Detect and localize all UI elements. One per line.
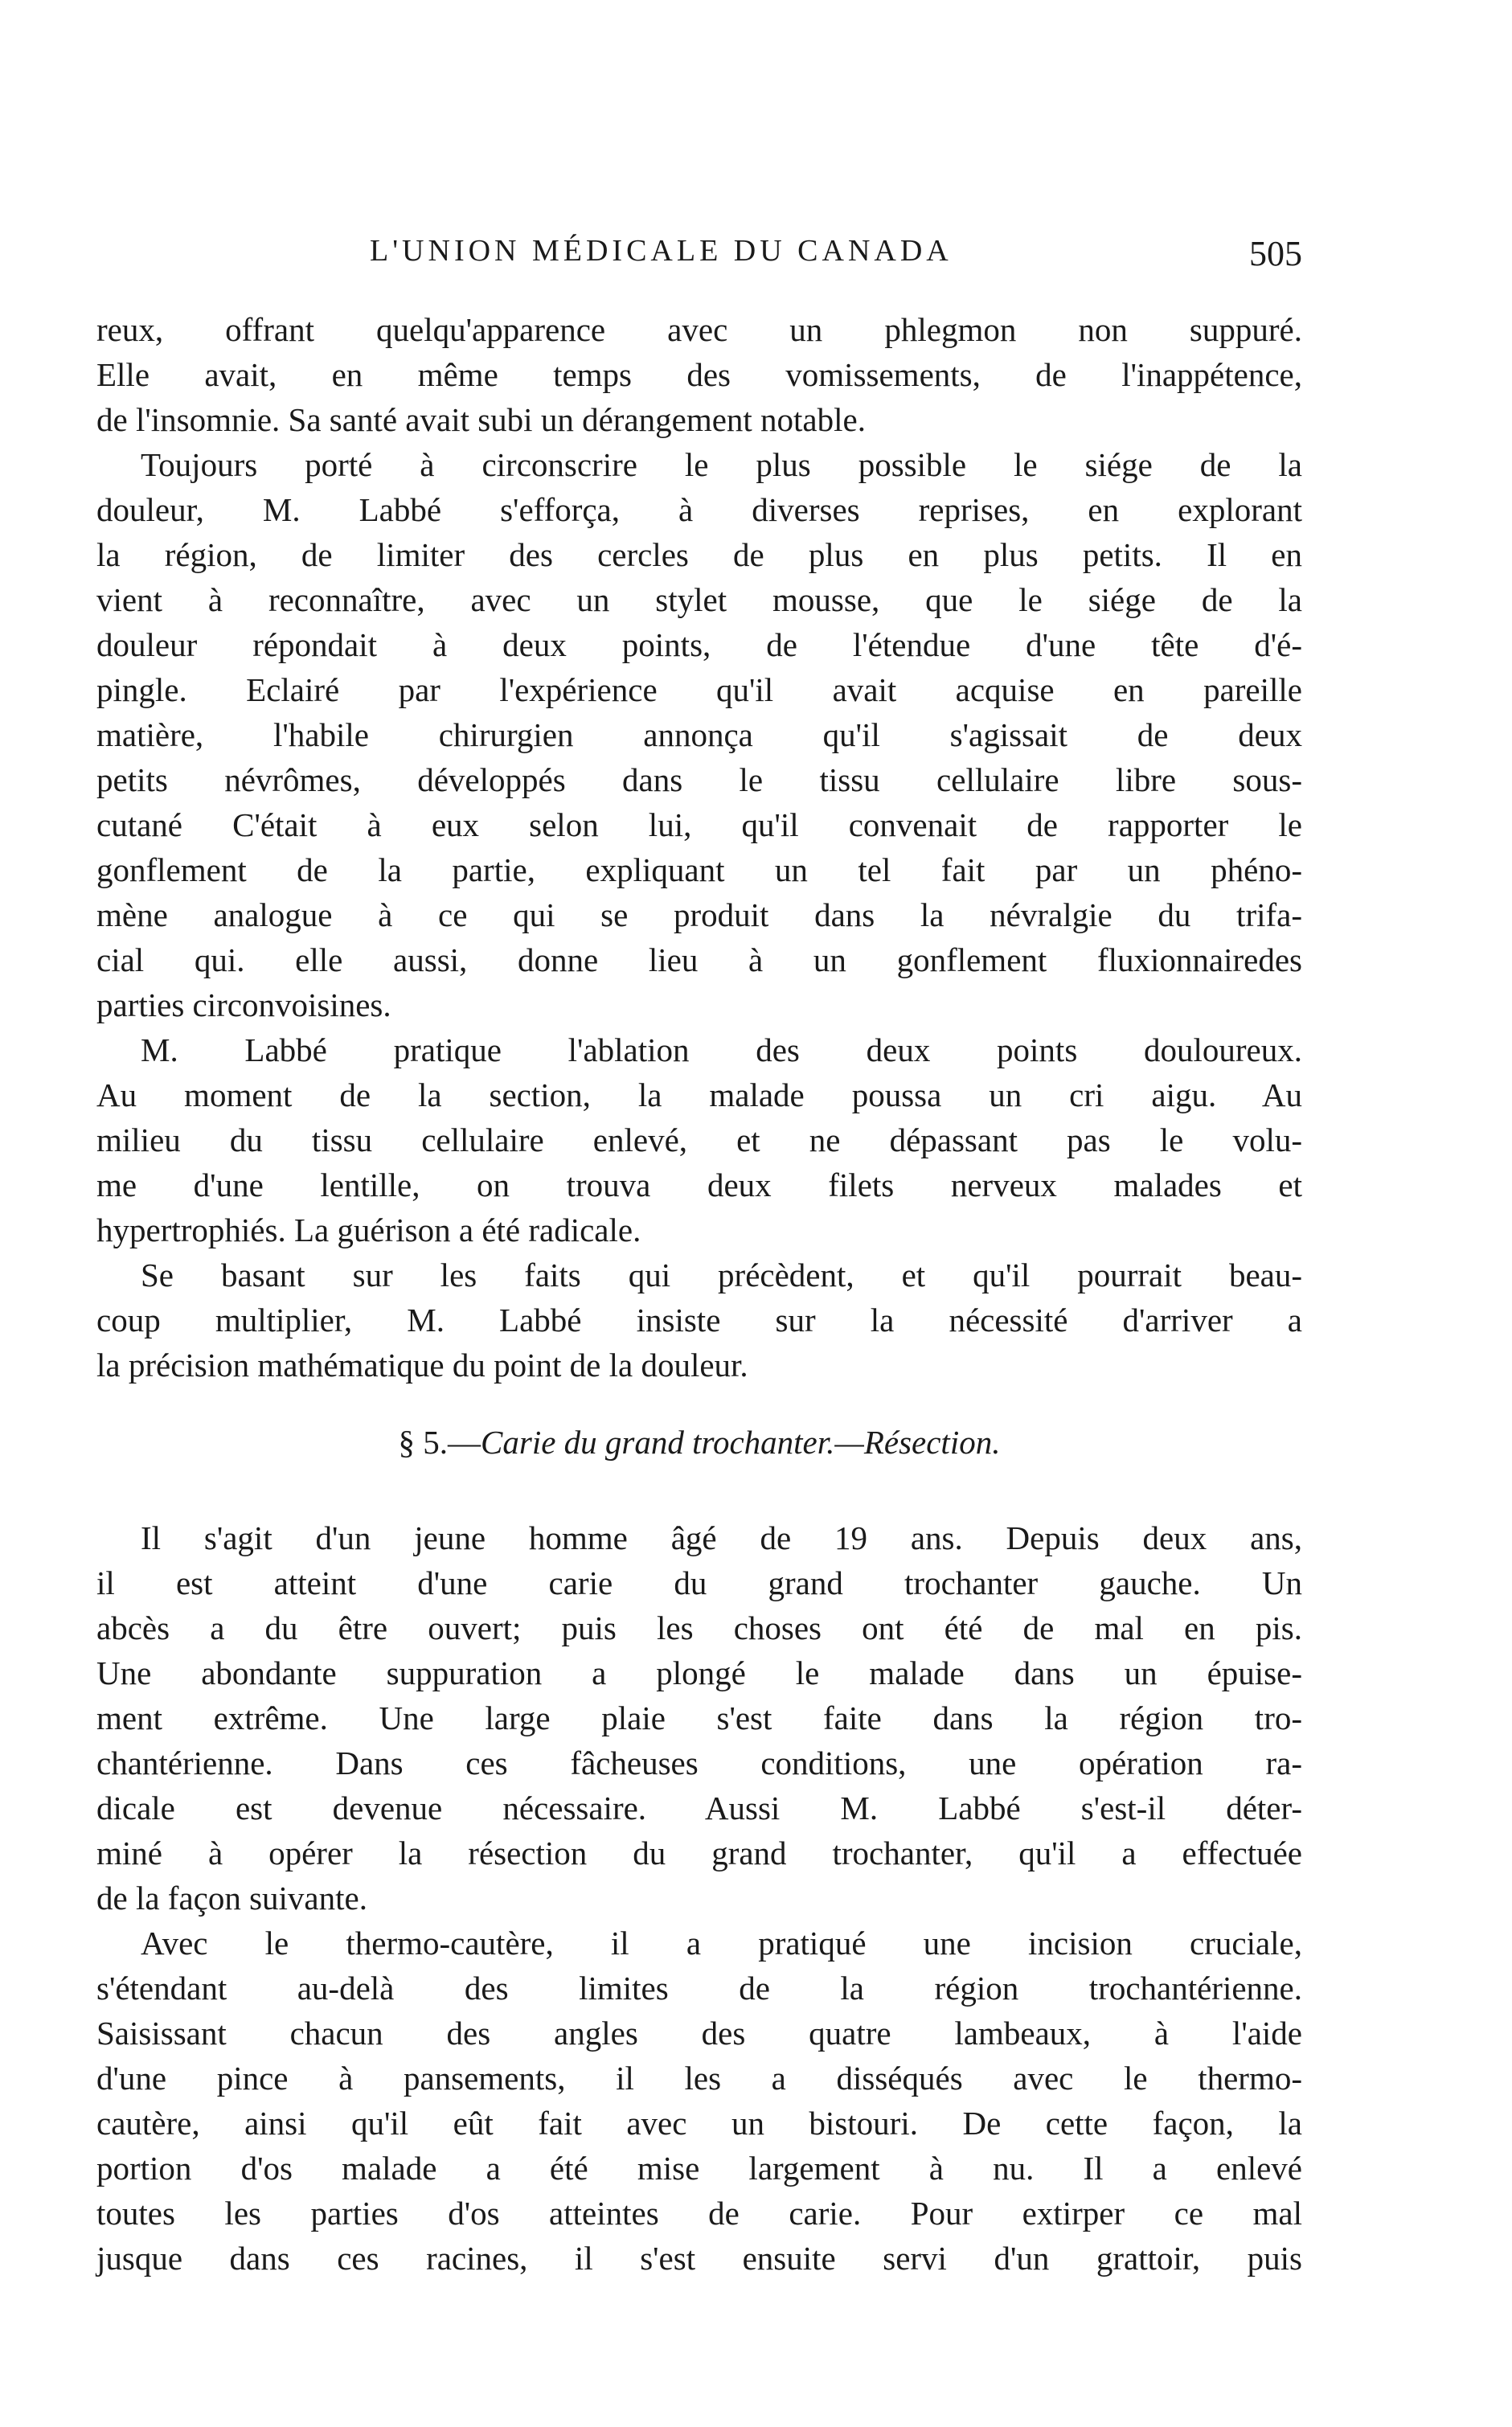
section-heading <box>96 1423 1302 1462</box>
text-line: hypertrophiés. La guérison a été radicale. <box>96 1211 641 1248</box>
text-line: de la façon suivante. <box>96 1880 367 1917</box>
text-line: il est atteint d'une carie du grand trochanter gauche. Un <box>96 1564 1302 1601</box>
text-line: miné à opérer la résection du grand trochanter, qu'il a effectuée <box>96 1835 1302 1871</box>
text-line: Une abondante suppuration a plongé le malade dans un épuise- <box>96 1654 1302 1691</box>
text-line: Se basant sur les faits qui précèdent, et qu'il pourrait beau- <box>141 1257 1302 1293</box>
text-line: cutané C'était à eux selon lui, qu'il convenait de rapporter le <box>96 806 1302 843</box>
text-line: jusque dans ces racines, il s'est ensuite servi d'un grattoir, puis <box>96 2240 1302 2277</box>
text-line: Toujours porté à circonscrire le plus possible le siége de la <box>141 446 1302 483</box>
paragraph-block-1 <box>96 307 1302 1388</box>
text-line: milieu du tissu cellulaire enlevé, et ne dépassant pas le volu- <box>96 1121 1302 1158</box>
text-line: d'une pince à pansements, il les a disséqués avec le thermo- <box>96 2060 1302 2097</box>
text-line: Au moment de la section, la malade poussa un cri aigu. Au <box>96 1076 1302 1113</box>
text-line: de l'insomnie. Sa santé avait subi un dérangement notable. <box>96 401 866 438</box>
text-line: ment extrême. Une large plaie s'est faite dans la région tro- <box>96 1699 1302 1736</box>
paragraph-block-2 <box>96 1515 1302 2281</box>
text-line: reux, offrant quelqu'apparence avec un phlegmon non suppuré. <box>96 311 1302 348</box>
text-line: cial qui. elle aussi, donne lieu à un gonflement fluxionnairedes <box>96 941 1302 978</box>
text-line: cautère, ainsi qu'il eût fait avec un bistouri. De cette façon, la <box>96 2105 1302 2142</box>
text-line: la précision mathématique du point de la douleur. <box>96 1347 748 1384</box>
text-line: pingle. Eclairé par l'expérience qu'il avait acquise en pareille <box>96 671 1302 708</box>
text-line: matière, l'habile chirurgien annonça qu'il s'agissait de deux <box>96 716 1302 753</box>
text-line: coup multiplier, M. Labbé insiste sur la nécessité d'arriver a <box>96 1302 1302 1339</box>
text-line: s'étendant au-delà des limites de la région trochantérienne. <box>96 1970 1302 2007</box>
text-line: toutes les parties d'os atteintes de carie. Pour extirper ce mal <box>96 2195 1302 2232</box>
text-line: vient à reconnaître, avec un stylet mousse, que le siége de la <box>96 581 1302 618</box>
section-number: § 5.— <box>398 1424 481 1461</box>
text-line: Avec le thermo-cautère, il a pratiqué une incision cruciale, <box>141 1925 1302 1962</box>
text-line: gonflement de la partie, expliquant un tel fait par un phéno- <box>96 851 1302 888</box>
text-line: la région, de limiter des cercles de plus en plus petits. Il en <box>96 536 1302 573</box>
text-line: chantérienne. Dans ces fâcheuses conditions, une opération ra- <box>96 1744 1302 1781</box>
page-number: 505 <box>1249 234 1302 273</box>
text-line: Elle avait, en même temps des vomissements, de l'inappétence, <box>96 356 1302 393</box>
text-line: dicale est devenue nécessaire. Aussi M. Labbé s'est-il déter- <box>96 1790 1302 1826</box>
text-line: douleur répondait à deux points, de l'étendue d'une tête d'é- <box>96 626 1302 663</box>
text-line: mène analogue à ce qui se produit dans la névralgie du trifa- <box>96 896 1302 933</box>
running-head: L'UNION MÉDICALE DU CANADA <box>370 234 953 268</box>
text-line: parties circonvoisines. <box>96 986 391 1023</box>
text-line: Saisissant chacun des angles des quatre lambeaux, à l'aide <box>96 2015 1302 2052</box>
page-header <box>96 233 1302 281</box>
text-line: abcès a du être ouvert; puis les choses ont été de mal en pis. <box>96 1609 1302 1646</box>
text-line: petits névrômes, développés dans le tissu cellulaire libre sous- <box>96 761 1302 798</box>
text-line: me d'une lentille, on trouva deux filets nerveux malades et <box>96 1166 1302 1203</box>
text-line: douleur, M. Labbé s'efforça, à diverses reprises, en explorant <box>96 491 1302 528</box>
text-line: portion d'os malade a été mise largement à nu. Il a enlevé <box>96 2150 1302 2187</box>
section-title: Carie du grand trochanter.—Résection. <box>481 1424 1001 1461</box>
text-line: M. Labbé pratique l'ablation des deux points douloureux. <box>141 1031 1302 1068</box>
text-line: Il s'agit d'un jeune homme âgé de 19 ans. Depuis deux ans, <box>141 1519 1302 1556</box>
